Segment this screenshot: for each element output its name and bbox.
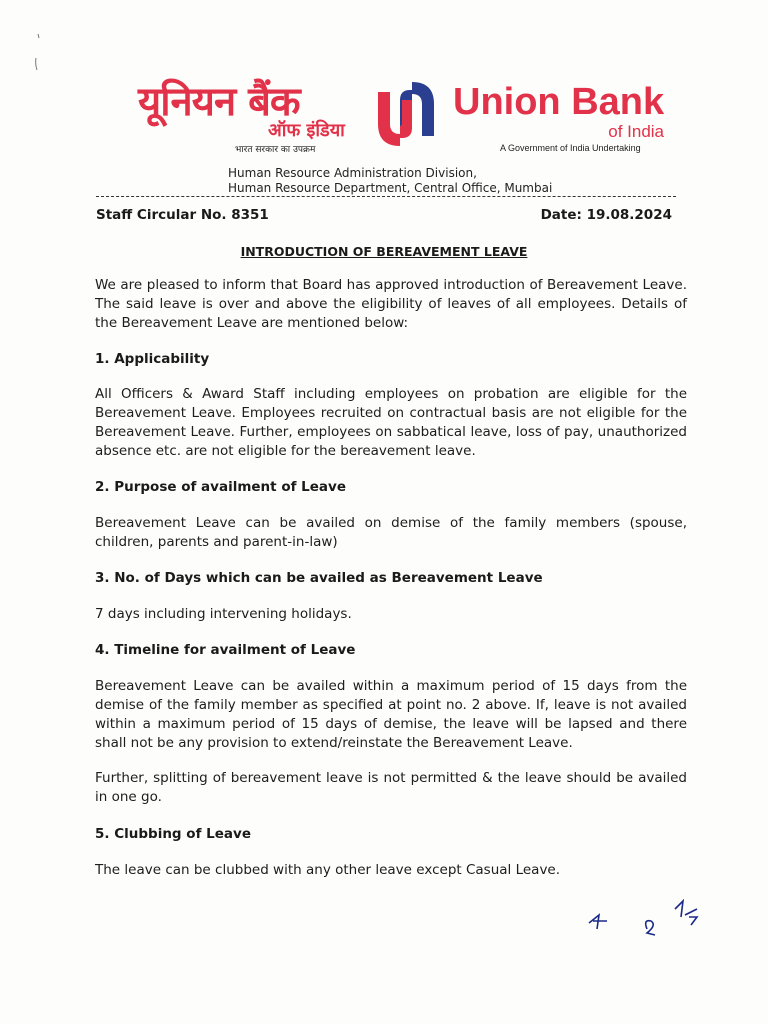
department-line-1: Human Resource Administration Division, <box>228 166 477 180</box>
section-text-purpose: Bereavement Leave can be availed on demise of the family members (spouse, children, parents and parent-in-law) <box>95 515 687 550</box>
section-text-days: 7 days including intervening holidays. <box>95 606 352 622</box>
hindi-bank-subname: ऑफ इंडिया <box>268 120 345 141</box>
section-text-timeline: Bereavement Leave can be availed within a maximum period of 15 days from the demise of the family member as specified at point no. 2 above. If, leave is not availed within a maximum period of 15 days of demise, the leave will be lapsed and there shall not be any provision to extend/reinstate the Bereavement Leave. <box>95 678 687 751</box>
section-text-clubbing: The leave can be clubbed with any other leave except Casual Leave. <box>95 862 561 878</box>
section-text-timeline-splitting: Further, splitting of bereavement leave is not permitted & the leave should be availed in one go. <box>95 770 687 805</box>
hindi-tagline: भारत सरकार का उपक्रम <box>235 145 316 155</box>
margin-pen-mark-icon <box>30 30 46 80</box>
circular-date: Date: 19.08.2024 <box>540 207 672 223</box>
english-tagline: A Government of India Undertaking <box>500 143 641 153</box>
section-heading-days: 3. No. of Days which can be availed as Bereavement Leave <box>95 570 543 586</box>
section-text-applicability: All Officers & Award Staff including employees on probation are eligible for the Bereavement Leave. Employees recruited on contractual basis are not eligible for the Bereavement Leave. Further, employees on sabbatical leave, loss of pay, unauthorized absence etc. are not eligible for the bereavement leave. <box>95 386 687 459</box>
handwritten-initials-icon <box>585 895 715 955</box>
section-heading-clubbing: 5. Clubbing of Leave <box>95 826 251 842</box>
circular-title: INTRODUCTION OF BEREAVEMENT LEAVE <box>240 244 528 259</box>
hindi-bank-name: यूनियन बैंक <box>138 79 300 125</box>
section-heading-applicability: 1. Applicability <box>95 351 210 367</box>
english-bank-name: Union Bank <box>453 81 665 123</box>
intro-paragraph: We are pleased to inform that Board has approved introduction of Bereavement Leave. The said leave is over and above the eligibility of leaves of all employees. Details of the Bereavement Leave are mentioned below: <box>95 277 687 331</box>
union-bank-logo-icon <box>368 76 444 152</box>
header-divider <box>96 196 676 197</box>
english-bank-subname: of India <box>608 122 664 141</box>
section-heading-timeline: 4. Timeline for availment of Leave <box>95 642 356 658</box>
department-line-2: Human Resource Department, Central Office, Mumbai <box>228 181 553 195</box>
section-heading-purpose: 2. Purpose of availment of Leave <box>95 479 346 495</box>
department-address <box>228 166 552 196</box>
circular-number: Staff Circular No. 8351 <box>96 207 269 223</box>
